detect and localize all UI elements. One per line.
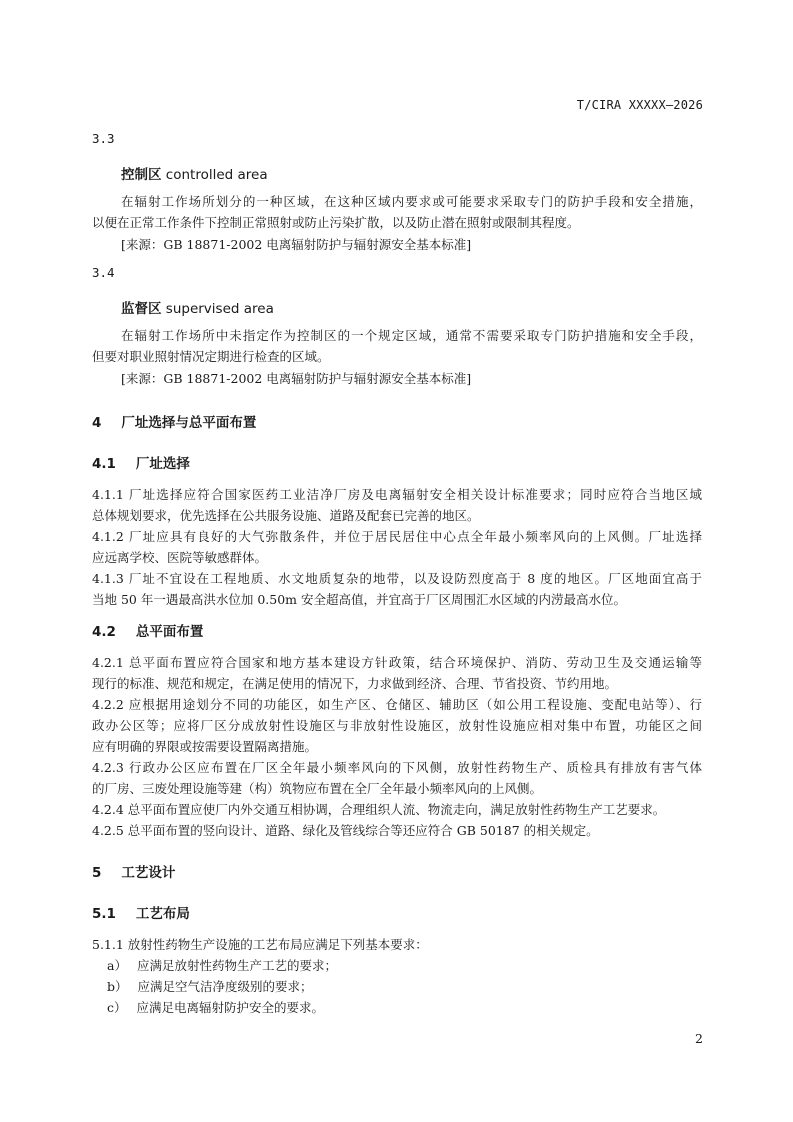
paragraph-line: 的厂房、三废处理设施等建（构）筑物应布置在全厂全年最小频率风向的上风侧。	[92, 781, 543, 796]
page-number: 2	[695, 1031, 703, 1046]
chapter-number: 5	[92, 865, 102, 881]
section-heading-4-2	[92, 620, 203, 640]
paragraph-line: 4.2.3 行政办公区应布置在厂区全年最小频率风向的下风侧，放射性药物生产、质检具有排放有害气体	[92, 760, 702, 775]
paragraph-line: 应远离学校、医院等敏感群体。	[92, 550, 268, 565]
term-en: supervised area	[165, 301, 274, 317]
paragraph-line: 4.2.5 总平面布置的竖向设计、道路、绿化及管线综合等还应符合 GB 50187 的相关规定。	[92, 823, 599, 838]
definition-line: 以便在正常工作条件下控制正常照射或防止污染扩散，以及防止潜在照射或限制其程度。	[92, 215, 580, 230]
section-title: 总平面布置	[135, 624, 204, 640]
section-number: 4.2	[92, 624, 116, 640]
paragraph-line: 4.1.1 厂址选择应符合国家医药工业洁净厂房及电离辐射安全相关设计标准要求；同时应符合当地区域	[92, 487, 702, 502]
list-item	[107, 998, 324, 1016]
paragraph-line: 总体规划要求，优先选择在公共服务设施、道路及配套已完善的地区。	[92, 508, 480, 523]
paragraph-line: 4.2.2 应根据用途划分不同的功能区，如生产区、仓储区、辅助区（如公用工程设施、变配电站等）、行	[92, 697, 702, 712]
definition-line: 在辐射工作场所中未指定作为控制区的一个规定区域，通常不需要采取专门防护措施和安全手段，	[121, 328, 702, 343]
source-note: [来源：GB 18871-2002 电离辐射防护与辐射源安全基本标准]	[121, 371, 472, 386]
clause-number-3-4: 3.4	[92, 265, 115, 280]
list-item	[107, 956, 337, 974]
document-code: T/CIRA XXXXX—2026	[576, 98, 703, 112]
section-heading-5-1	[92, 902, 190, 922]
term-en: controlled area	[165, 167, 268, 183]
list-marker: a）	[107, 958, 127, 973]
paragraph-line: 应有明确的界限或按需要设置隔离措施。	[92, 739, 318, 754]
term-zh: 控制区	[121, 167, 162, 183]
paragraph-line: 现行的标准、规范和规定，在满足使用的情况下，力求做到经济、合理、节省投资、节约用地。	[92, 676, 618, 691]
definition-line: 在辐射工作场所划分的一种区域，在这种区域内要求或可能要求采取专门的防护手段和安全措施，	[121, 194, 702, 209]
chapter-title: 工艺设计	[121, 865, 176, 881]
list-marker: c）	[107, 1000, 127, 1015]
chapter-number: 4	[92, 415, 102, 431]
section-title: 厂址选择	[135, 456, 190, 472]
list-text: 应满足空气洁净度级别的要求；	[137, 979, 313, 994]
paragraph-line: 政办公区等；应将厂区分成放射性设施区与非放射性设施区，放射性设施应相对集中布置，功能区之间	[92, 718, 702, 733]
term-controlled-area	[121, 163, 268, 183]
paragraph-line: 4.2.4 总平面布置应使厂内外交通互相协调，合理组织人流、物流走向，满足放射性药物生产工艺要求。	[92, 802, 666, 817]
section-number: 4.1	[92, 456, 116, 472]
list-marker: b）	[107, 979, 128, 994]
paragraph-line: 4.2.1 总平面布置应符合国家和地方基本建设方针政策，结合环境保护、消防、劳动卫生及交通运输等	[92, 655, 702, 670]
list-item	[107, 977, 313, 995]
chapter-heading-4	[92, 411, 256, 431]
paragraph-line: 4.1.2 厂址应具有良好的大气弥散条件，并位于居民居住中心点全年最小频率风向的上风侧。厂址选择	[92, 529, 702, 544]
clause-number-3-3: 3.3	[92, 131, 115, 146]
section-heading-4-1	[92, 452, 190, 472]
definition-line: 但要对职业照射情况定期进行检查的区域。	[92, 349, 330, 364]
section-number: 5.1	[92, 906, 116, 922]
paragraph-line: 5.1.1 放射性药物生产设施的工艺布局应满足下列基本要求：	[92, 937, 428, 952]
paragraph-line: 4.1.3 厂址不宜设在工程地质、水文地质复杂的地带，以及设防烈度高于 8 度的地区。厂区地面宜高于	[92, 571, 702, 586]
source-note: [来源：GB 18871-2002 电离辐射防护与辐射源安全基本标准]	[121, 237, 472, 252]
term-zh: 监督区	[121, 301, 162, 317]
chapter-heading-5	[92, 861, 175, 881]
list-text: 应满足放射性药物生产工艺的要求；	[136, 958, 337, 973]
chapter-title: 厂址选择与总平面布置	[121, 415, 257, 431]
paragraph-line: 当地 50 年一遇最高洪水位加 0.50m 安全超高值，并宜高于厂区周围汇水区域的内涝最高水位。	[92, 592, 626, 607]
section-title: 工艺布局	[135, 906, 190, 922]
list-text: 应满足电离辐射防护安全的要求。	[136, 1000, 325, 1015]
term-supervised-area	[121, 297, 274, 317]
